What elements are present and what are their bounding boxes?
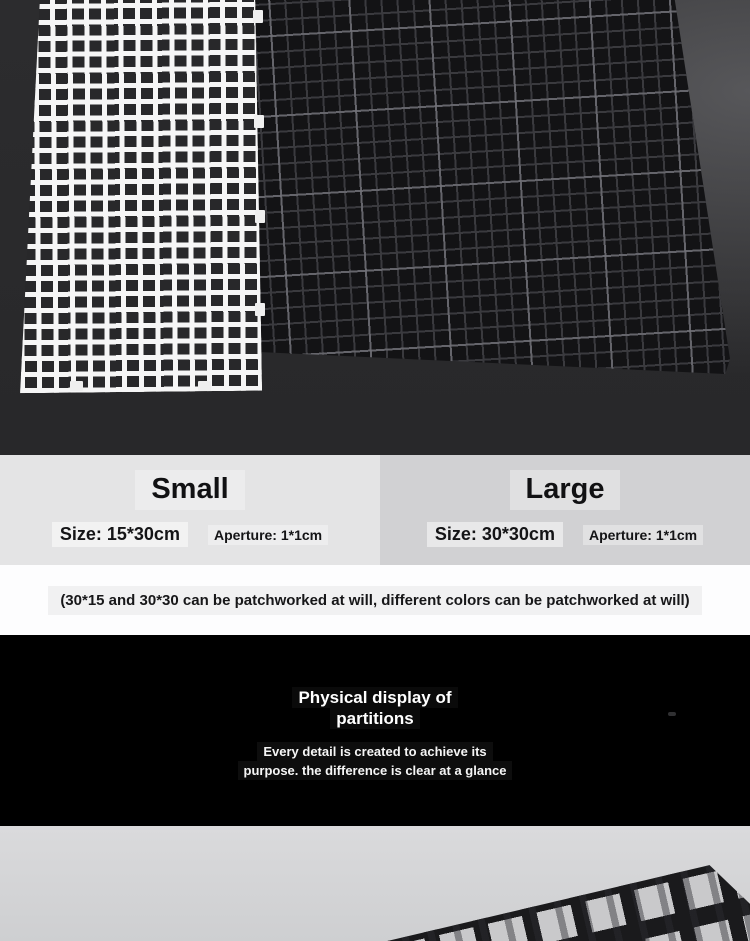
banner-subtitle: [0, 742, 750, 780]
large-size-label: Size: 30*30cm: [427, 522, 563, 547]
product-photo-top: [0, 0, 750, 455]
white-grid-panel: [16, 0, 262, 393]
angled-grid-pattern: [300, 826, 750, 941]
large-aperture-label: Aperture: 1*1cm: [583, 525, 703, 545]
panel-clip-tab: [255, 303, 265, 316]
large-title: Large: [510, 470, 621, 510]
patchwork-note-text: (30*15 and 30*30 can be patchworked at will, different colors can be patchworked at will): [48, 586, 701, 615]
panel-clip-tab: [254, 115, 264, 128]
banner-title-line1: Physical display of: [292, 687, 457, 708]
panel-clip-tab: [253, 10, 263, 23]
size-card-large: [380, 455, 750, 565]
angled-grid-panel: [0, 826, 750, 941]
size-comparison-section: [0, 455, 750, 565]
panel-clip-tab: [70, 381, 83, 391]
ghost-mark: [668, 712, 676, 716]
banner-subtitle-line1: Every detail is created to achieve its: [257, 742, 492, 761]
black-grid-panel: [250, 0, 730, 374]
small-size-label: Size: 15*30cm: [52, 522, 188, 547]
size-card-small: [0, 455, 380, 565]
black-grid-pattern: [250, 0, 730, 374]
small-aperture-label: Aperture: 1*1cm: [208, 525, 328, 545]
banner-subtitle-line2: purpose. the difference is clear at a glance: [238, 761, 513, 780]
panel-clip-tab: [255, 210, 265, 223]
product-photo-bottom: [0, 826, 750, 941]
large-spec-row: [380, 522, 750, 547]
panel-clip-tab: [198, 381, 211, 391]
banner-title: [0, 687, 750, 729]
banner-title-line2: partitions: [330, 708, 419, 729]
note-band: [0, 565, 750, 635]
display-banner: [0, 635, 750, 826]
small-spec-row: [0, 522, 380, 547]
small-title: Small: [135, 470, 244, 510]
